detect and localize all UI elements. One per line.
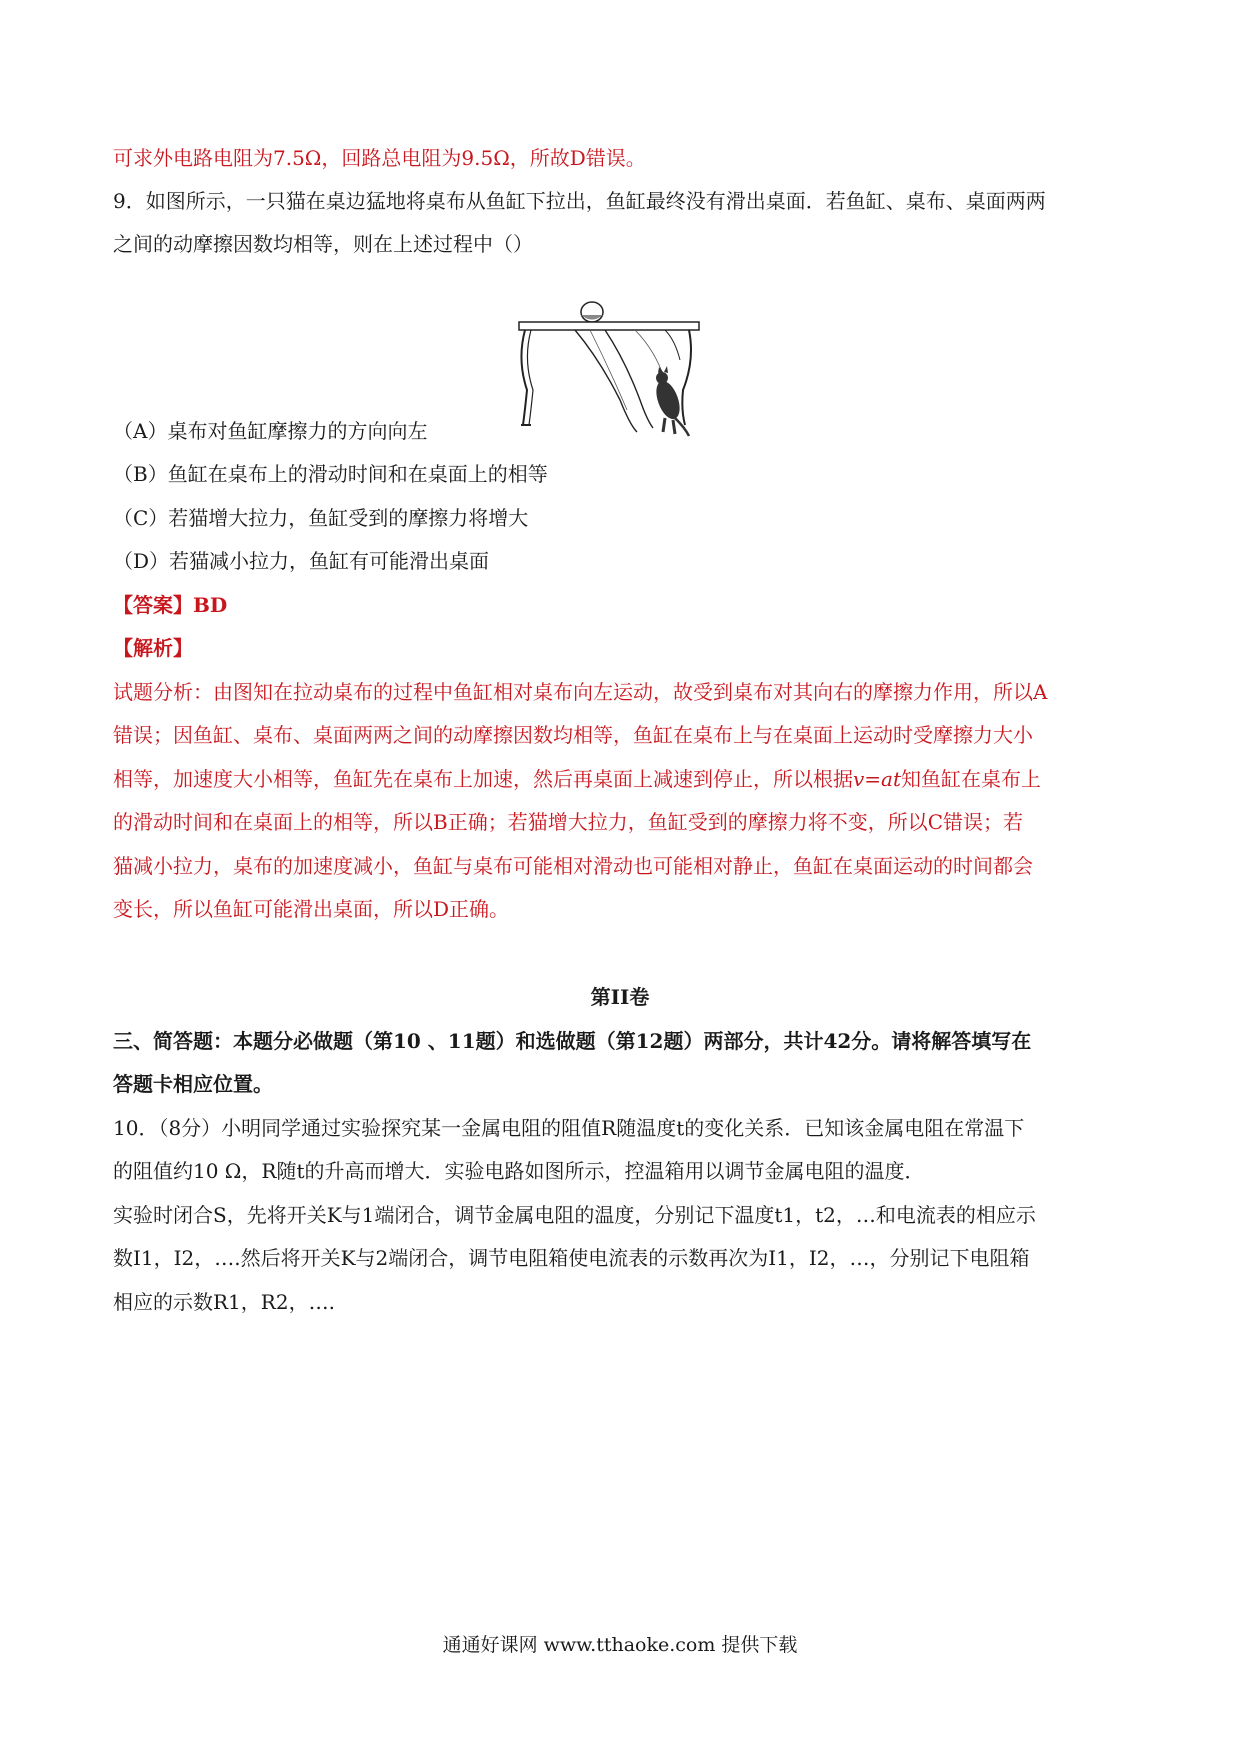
question-10-line-3: 实验时闭合S，先将开关K与1端闭合，调节金属电阻的温度，分别记下温度t1，t2，…和电流表的相应示	[113, 1203, 1036, 1227]
analysis-heading: 【解析】	[113, 636, 193, 660]
explanation-line-1: 试题分析：由图知在拉动桌布的过程中鱼缸相对桌布向左运动，故受到桌布对其向右的摩擦力作用，所以A	[113, 680, 1048, 704]
explanation-line-3-a: 相等，加速度大小相等，鱼缸先在桌布上加速，然后再桌面上减速到停止，所以根据	[113, 767, 853, 791]
section-title: 第II卷	[590, 985, 650, 1009]
question-10-line-4: 数I1，I2，….然后将开关K与2端闭合，调节电阻箱使电流表的示数再次为I1，I2，…，分别记下电阻箱	[113, 1246, 1030, 1270]
explanation-line-5: 猫减小拉力，桌布的加速度减小，鱼缸与桌布可能相对滑动也可能相对静止，鱼缸在桌面运动的时间都会	[113, 854, 1033, 878]
answer: 【答案】BD	[113, 593, 228, 617]
question-10-line-2: 的阻值约10 Ω，R随t的升高而增大．实验电路如图所示，控温箱用以调节金属电阻的温度．	[113, 1159, 925, 1183]
option-c: （C）若猫增大拉力，鱼缸受到的摩擦力将增大	[113, 506, 529, 530]
page-footer: 通通好课网 www.tthaoke.com 提供下载	[442, 1634, 798, 1656]
section-heading-line-1: 三、简答题：本题分必做题（第10 、11题）和选做题（第12题）两部分，共计42分。请将解答填写在	[113, 1029, 1032, 1053]
section-heading-line-2: 答题卡相应位置。	[113, 1072, 273, 1096]
question-9-line-1: 9．如图所示，一只猫在桌边猛地将桌布从鱼缸下拉出，鱼缸最终没有滑出桌面．若鱼缸、桌布、桌面两两	[113, 189, 1046, 213]
question-10-line-1: 10．（8分）小明同学通过实验探究某一金属电阻的阻值R随温度t的变化关系．已知该金属电阻在常温下	[113, 1116, 1025, 1140]
explanation-line-3-b: 知鱼缸在桌布上	[901, 767, 1042, 791]
option-b: （B）鱼缸在桌布上的滑动时间和在桌面上的相等	[113, 462, 548, 486]
explanation-tail: 可求外电路电阻为7.5Ω，回路总电阻为9.5Ω，所故D错误。	[113, 146, 646, 170]
question-10-line-5: 相应的示数R1，R2，….	[113, 1290, 335, 1314]
option-a: （A）桌布对鱼缸摩擦力的方向向左	[113, 419, 428, 443]
explanation-line-2: 错误；因鱼缸、桌布、桌面两两之间的动摩擦因数均相等，鱼缸在桌布上与在桌面上运动时受摩擦力大小	[113, 723, 1033, 747]
explanation-line-3	[113, 766, 1041, 792]
option-d: （D）若猫减小拉力，鱼缸有可能滑出桌面	[113, 549, 490, 573]
explanation-line-6: 变长，所以鱼缸可能滑出桌面，所以D正确。	[113, 897, 510, 921]
formula-v-at: v=at	[853, 767, 902, 791]
question-9-line-2: 之间的动摩擦因数均相等，则在上述过程中（）	[113, 232, 533, 256]
cat-table-figure	[515, 300, 725, 440]
explanation-line-4: 的滑动时间和在桌面上的相等，所以B正确；若猫增大拉力，鱼缸受到的摩擦力将不变，所以C错误；若	[113, 810, 1023, 834]
